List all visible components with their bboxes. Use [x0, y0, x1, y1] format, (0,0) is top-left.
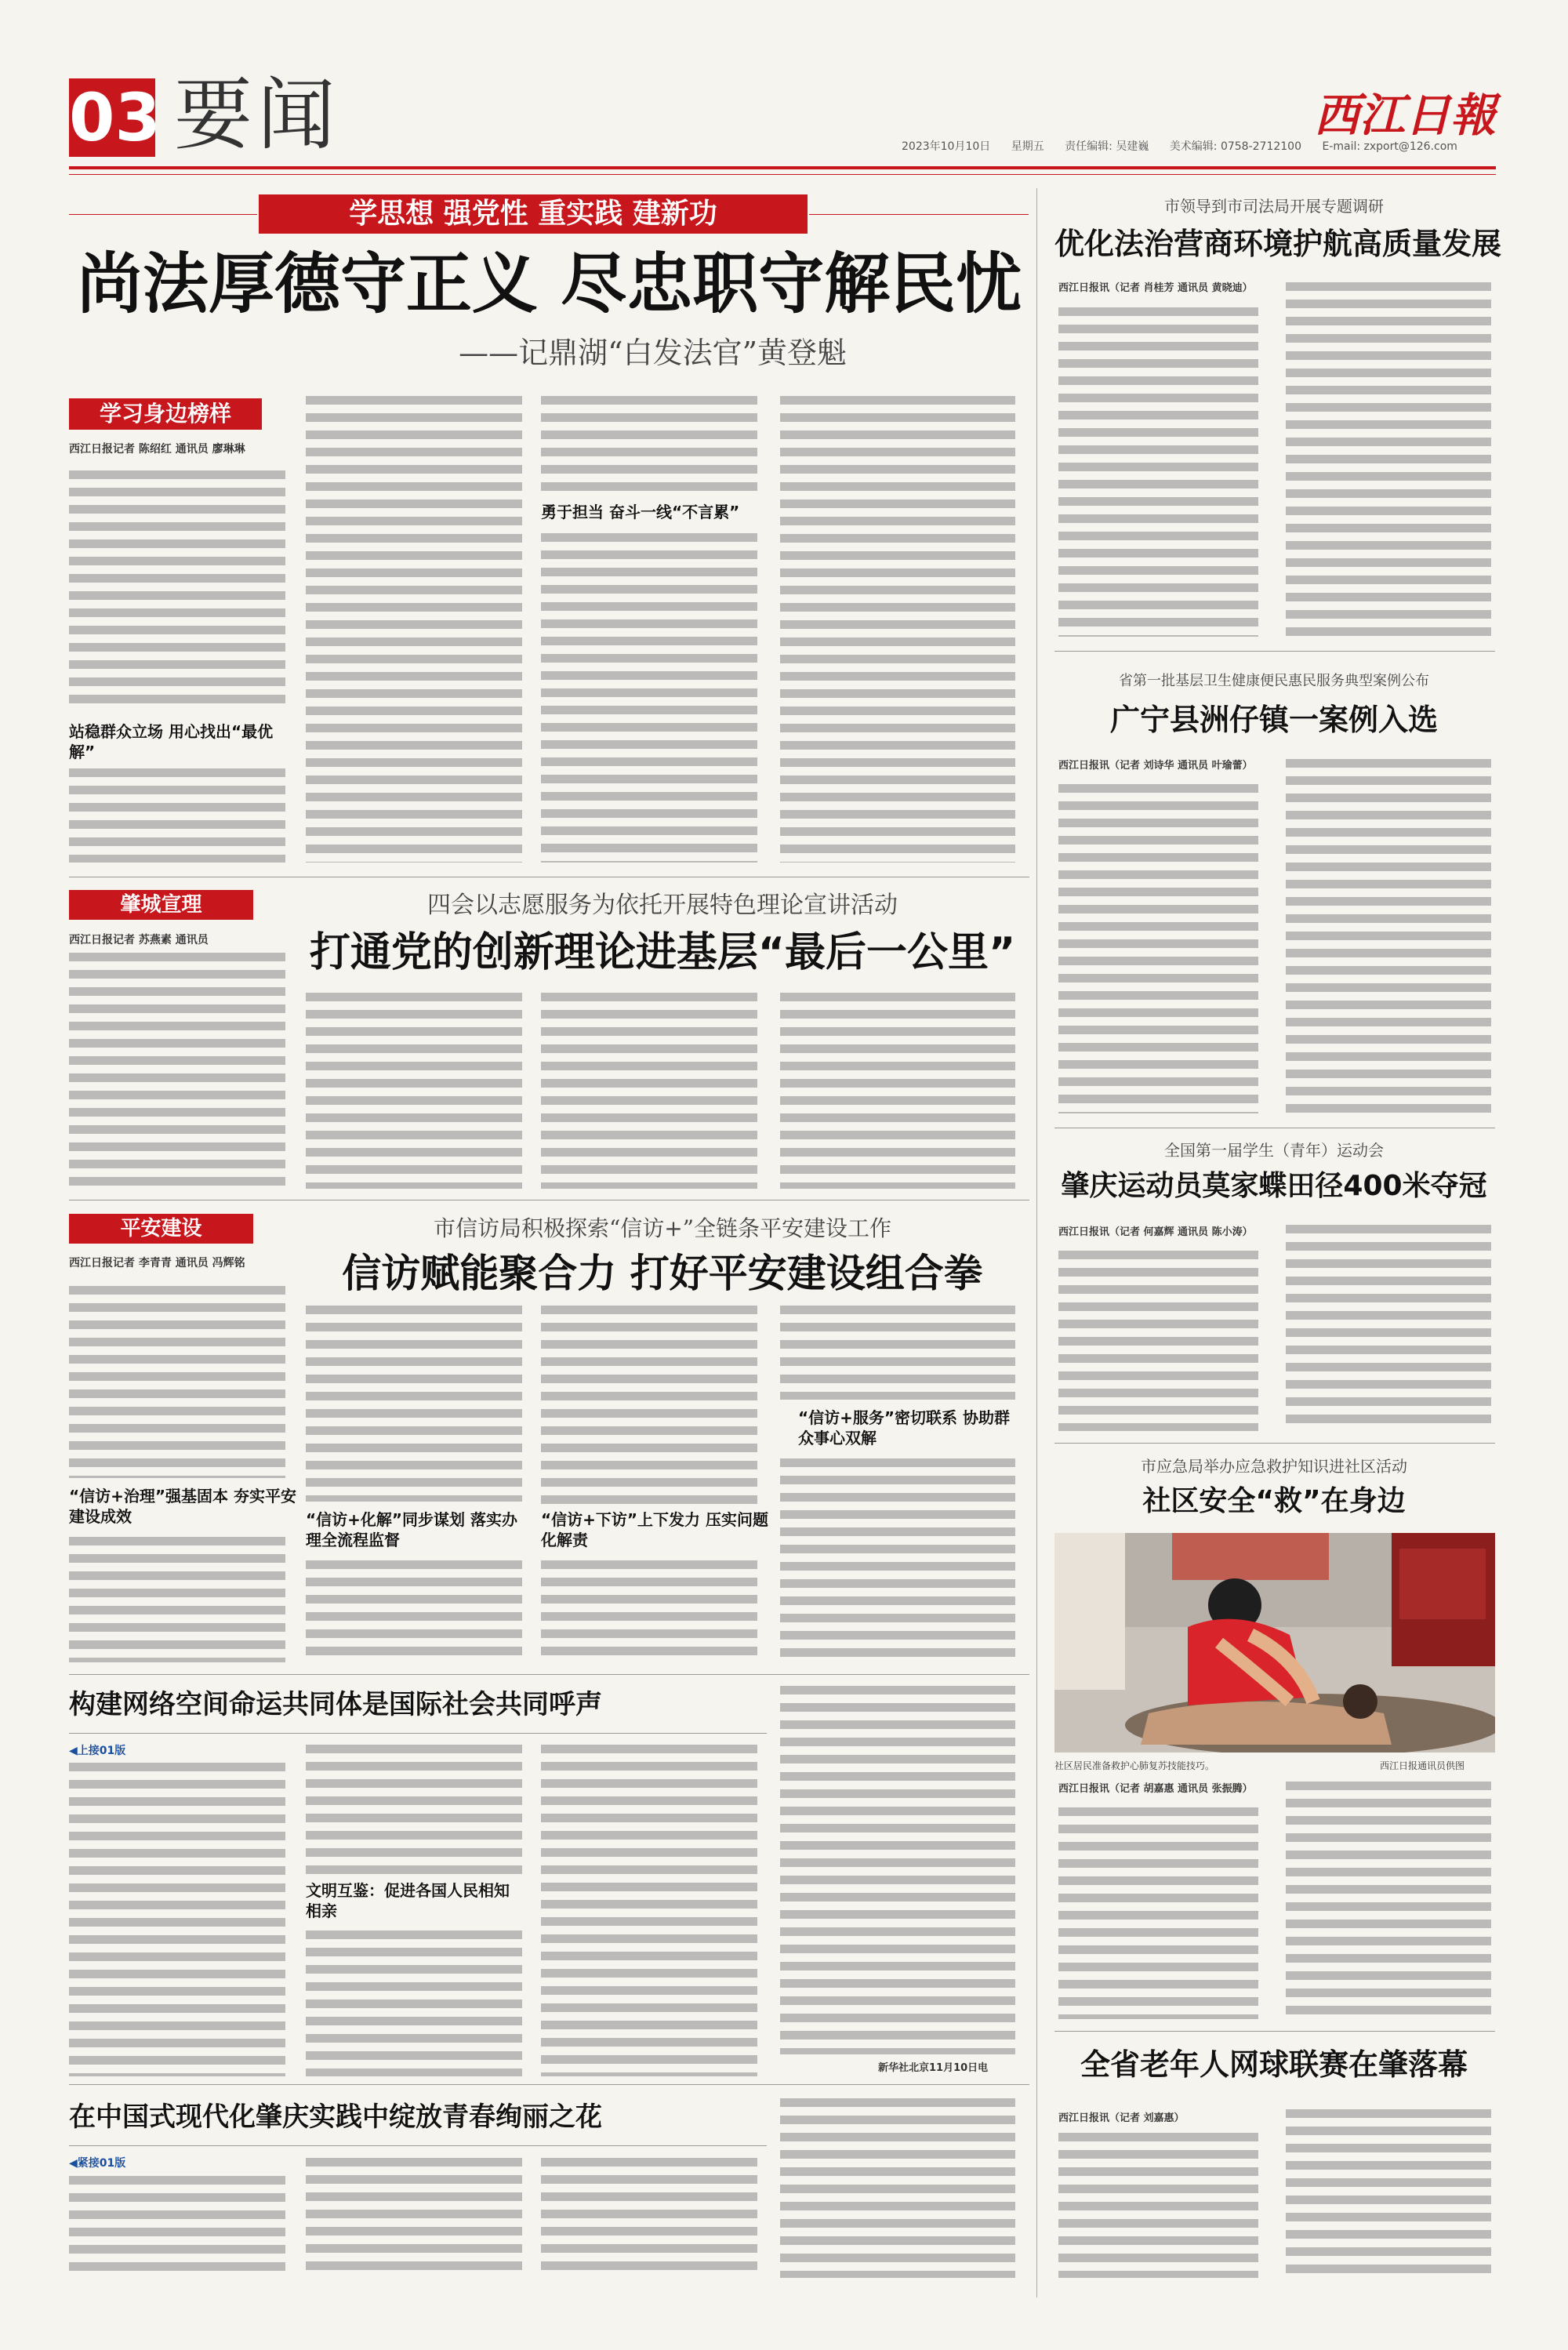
- right3-byline: 西江日报讯（记者 何嘉辉 通讯员 陈小涛）: [1058, 1226, 1253, 1238]
- right5-headline: 全省老年人网球联赛在肇落幕: [1080, 2047, 1468, 2082]
- column-divider: [1036, 188, 1037, 2297]
- meta-weekday: 星期五: [1011, 140, 1044, 153]
- lead-banner: 学思想 强党性 重实践 建新功: [259, 194, 808, 234]
- story4-text-col1: [69, 1763, 285, 2076]
- story5-head-rule: [69, 2145, 767, 2146]
- story2-tag: 肇城宣理: [69, 890, 253, 920]
- story5-text-col1: [69, 2176, 285, 2278]
- photo-caption: 社区居民准备救护心肺复苏技能技巧。: [1054, 1760, 1215, 1771]
- right4-headline: 社区安全“救”在身边: [1142, 1485, 1406, 1517]
- right2-byline: 西江日报讯（记者 刘诗华 通讯员 叶瑜蕾）: [1058, 760, 1253, 772]
- story4-bottom-rule: [69, 2084, 1029, 2085]
- right4-text-col1: [1058, 1807, 1258, 2019]
- story3-subhead-4: “信访+服务”密切联系 协助群众事心双解: [798, 1408, 1011, 1447]
- story3-subhead-1: “信访+治理”强基固本 夯实平安建设成效: [69, 1487, 297, 1526]
- right1-text-col2: [1286, 282, 1491, 637]
- page-number: 03: [69, 79, 161, 156]
- lead-text-col1b: [69, 768, 285, 863]
- story2-text-col1: [69, 953, 285, 1188]
- story4-text-col3: [541, 1745, 757, 2076]
- story3-text-col4a: [780, 1306, 1015, 1400]
- story3-subhead-2: “信访+化解”同步谋划 落实办理全流程监督: [306, 1510, 518, 1549]
- story4-subhead: 文明互鉴：促进各国人民相知相亲: [306, 1881, 510, 1920]
- lead-text-col4: [780, 396, 1015, 863]
- masthead-meta: [902, 138, 1475, 154]
- lead-text-col3a: [541, 396, 757, 498]
- right2-headline: 广宁县洲仔镇一案例入选: [1109, 703, 1438, 737]
- right3-bottom-rule: [1054, 1443, 1495, 1444]
- right5-byline: 西江日报讯（记者 刘嘉惠）: [1058, 2112, 1185, 2124]
- story4-headline: 构建网络空间命运共同体是国际社会共同呼声: [69, 1689, 602, 1720]
- story3-text-col2a: [306, 1306, 522, 1502]
- lead-subheadline: ——记鼎湖“白发法官”黄登魁: [459, 336, 847, 370]
- right3-text-col2: [1286, 1225, 1491, 1431]
- photo-credit: 西江日报通讯员供图: [1380, 1760, 1465, 1771]
- story3-byline: 西江日报记者 李青青 通讯员 冯辉铭: [69, 1257, 245, 1269]
- meta-date: 2023年10月10日: [902, 140, 991, 153]
- right4-byline: 西江日报讯（记者 胡嘉惠 通讯员 张振腾）: [1058, 1783, 1253, 1795]
- right1-kicker: 市领导到市司法局开展专题调研: [1164, 197, 1384, 216]
- story3-bottom-rule: [69, 1674, 1029, 1675]
- story3-headline: 信访赋能聚合力 打好平安建设组合拳: [342, 1251, 983, 1296]
- story3-tag: 平安建设: [69, 1214, 253, 1244]
- lead-tag: 学习身边榜样: [69, 398, 262, 430]
- lead-text-col3b: [541, 533, 757, 863]
- right3-kicker: 全国第一届学生（青年）运动会: [1164, 1141, 1384, 1160]
- banner-rule-left: [69, 214, 257, 215]
- story5-jump-tag: ◀紧接01版: [69, 2157, 126, 2170]
- right4-kicker: 市应急局举办应急救护知识进社区活动: [1141, 1457, 1407, 1476]
- story4-text-col2b: [306, 1930, 522, 2076]
- story4-jump-tag: ◀上接01版: [69, 1745, 126, 1757]
- right4-bottom-rule: [1054, 2031, 1495, 2032]
- story3-text-col2b: [306, 1560, 522, 1662]
- story4-head-rule: [69, 1733, 767, 1734]
- story2-byline: 西江日报记者 苏燕素 通讯员: [69, 934, 209, 946]
- right1-byline: 西江日报讯（记者 肖桂芳 通讯员 黄晓迪）: [1058, 282, 1253, 294]
- story2-text-col2: [306, 993, 522, 1189]
- story2-kicker: 四会以志愿服务为依托开展特色理论宣讲活动: [427, 892, 898, 919]
- right4-text-col2: [1286, 1782, 1491, 2019]
- right3-text-col1: [1058, 1251, 1258, 1431]
- story3-text-col1b: [69, 1537, 285, 1662]
- lead-byline: 西江日报记者 陈绍红 通讯员 廖琳琳: [69, 443, 245, 456]
- newspaper-logo: 西江日報: [1313, 89, 1496, 142]
- story2-headline: 打通党的创新理论进基层“最后一公里”: [309, 929, 1016, 976]
- story3-text-col3b: [541, 1560, 757, 1662]
- story4-signoff: 新华社北京11月10日电: [878, 2062, 989, 2074]
- story2-text-col3: [541, 993, 757, 1189]
- banner-rule-right: [809, 214, 1029, 215]
- story4-text-col2a: [306, 1745, 522, 1874]
- right2-kicker: 省第一批基层卫生健康便民惠民服务典型案例公布: [1119, 673, 1429, 689]
- lead-headline: 尚法厚德守正义 尽忠职守解民忧: [76, 245, 1022, 322]
- right1-text-col1: [1058, 307, 1258, 637]
- first-aid-photo: [1054, 1533, 1495, 1753]
- story5-text-col2: [306, 2158, 522, 2278]
- story3-kicker: 市信访局积极探索“信访+”全链条平安建设工作: [433, 1215, 892, 1241]
- story5-text-col4: [780, 2098, 1015, 2278]
- right1-bottom-rule: [1054, 651, 1495, 652]
- story5-headline: 在中国式现代化肇庆实践中绽放青春绚丽之花: [69, 2101, 602, 2133]
- story3-text-col3a: [541, 1306, 757, 1506]
- story3-subhead-3: “信访+下访”上下发力 压实问题化解责: [541, 1510, 769, 1549]
- right3-headline: 肇庆运动员莫家蝶田径400米夺冠: [1061, 1170, 1487, 1202]
- right2-text-col1: [1058, 784, 1258, 1113]
- story5-text-col3: [541, 2158, 757, 2278]
- meta-editor: 责任编辑: 吴建巍: [1065, 140, 1149, 153]
- meta-phone: 美术编辑: 0758-2712100: [1169, 140, 1301, 153]
- lead-subhead-1: 站稳群众立场 用心找出“最优解”: [69, 722, 274, 761]
- section-title: 要闻: [174, 69, 340, 161]
- first-aid-illustration: [1054, 1533, 1495, 1753]
- right5-text-col1: [1058, 2133, 1258, 2278]
- meta-email: E-mail: zxport@126.com: [1322, 140, 1457, 153]
- masthead-rule-thin: [69, 174, 1496, 175]
- story2-text-col4: [780, 993, 1015, 1189]
- lead-text-col1a: [69, 470, 285, 706]
- right1-headline: 优化法治营商环境护航高质量发展: [1054, 227, 1502, 261]
- masthead-rule: [69, 166, 1496, 169]
- right2-text-col2: [1286, 759, 1491, 1113]
- story3-text-col1a: [69, 1286, 285, 1478]
- right5-text-col2: [1286, 2109, 1491, 2278]
- story3-text-col4b: [780, 1458, 1015, 1662]
- lead-text-col2: [306, 396, 522, 863]
- story4-text-col4: [780, 1686, 1015, 2054]
- lead-subhead-2: 勇于担当 奋斗一线“不言累”: [541, 503, 740, 521]
